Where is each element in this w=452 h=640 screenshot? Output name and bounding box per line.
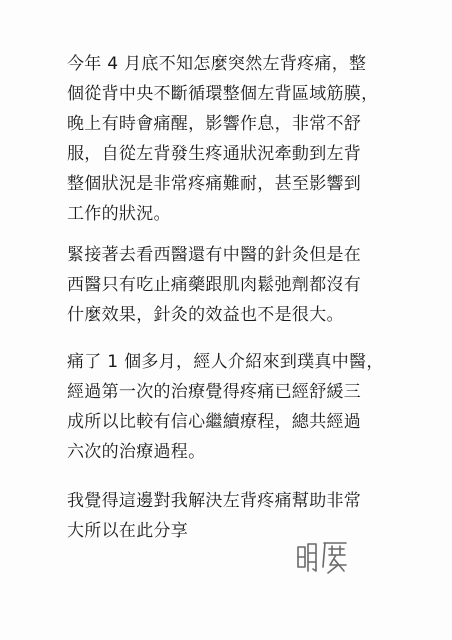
paragraph-prior-treatment: [67, 240, 427, 330]
text-line: 六次的治療過程。: [67, 442, 206, 462]
text-line: 什麼效果，針灸的效益也不是很大。: [67, 305, 344, 325]
paragraph-conclusion: [67, 486, 427, 546]
text-line: 整個狀況是非常疼痛難耐，甚至影響到: [67, 174, 362, 194]
text-line: 今年 4 月底不知怎麼突然左背疼痛，整: [67, 54, 367, 74]
text-line: 緊接著去看西醫還有中醫的針灸但是在: [67, 245, 362, 265]
handwritten-signature: [294, 537, 354, 577]
text-line: 工作的狀況。: [67, 204, 171, 224]
text-line: 個從背中央不斷循環整個左背區域筋膜，: [67, 84, 379, 104]
text-line: 經過第一次的治療覺得疼痛已經舒緩三: [67, 382, 362, 402]
text-line: 晚上有時會痛醒，影響作息，非常不舒: [67, 114, 362, 134]
text-line: 大所以在此分享: [67, 521, 189, 541]
text-line: 我覺得這邊對我解決左背疼痛幫助非常: [67, 491, 362, 511]
paragraph-onset: [67, 49, 427, 229]
text-line: 成所以比較有信心繼續療程，總共經過: [67, 412, 362, 432]
text-line: 服，自從左背發生疼通狀況牽動到左背: [67, 144, 362, 164]
text-line: 痛了 1 個多月，經人介紹來到璞真中醫，: [67, 352, 384, 372]
text-line: 西醫只有吃止痛藥跟肌肉鬆弛劑都沒有: [67, 275, 362, 295]
paragraph-clinic-treatment: [67, 347, 427, 467]
signature-drawing: [294, 537, 354, 577]
